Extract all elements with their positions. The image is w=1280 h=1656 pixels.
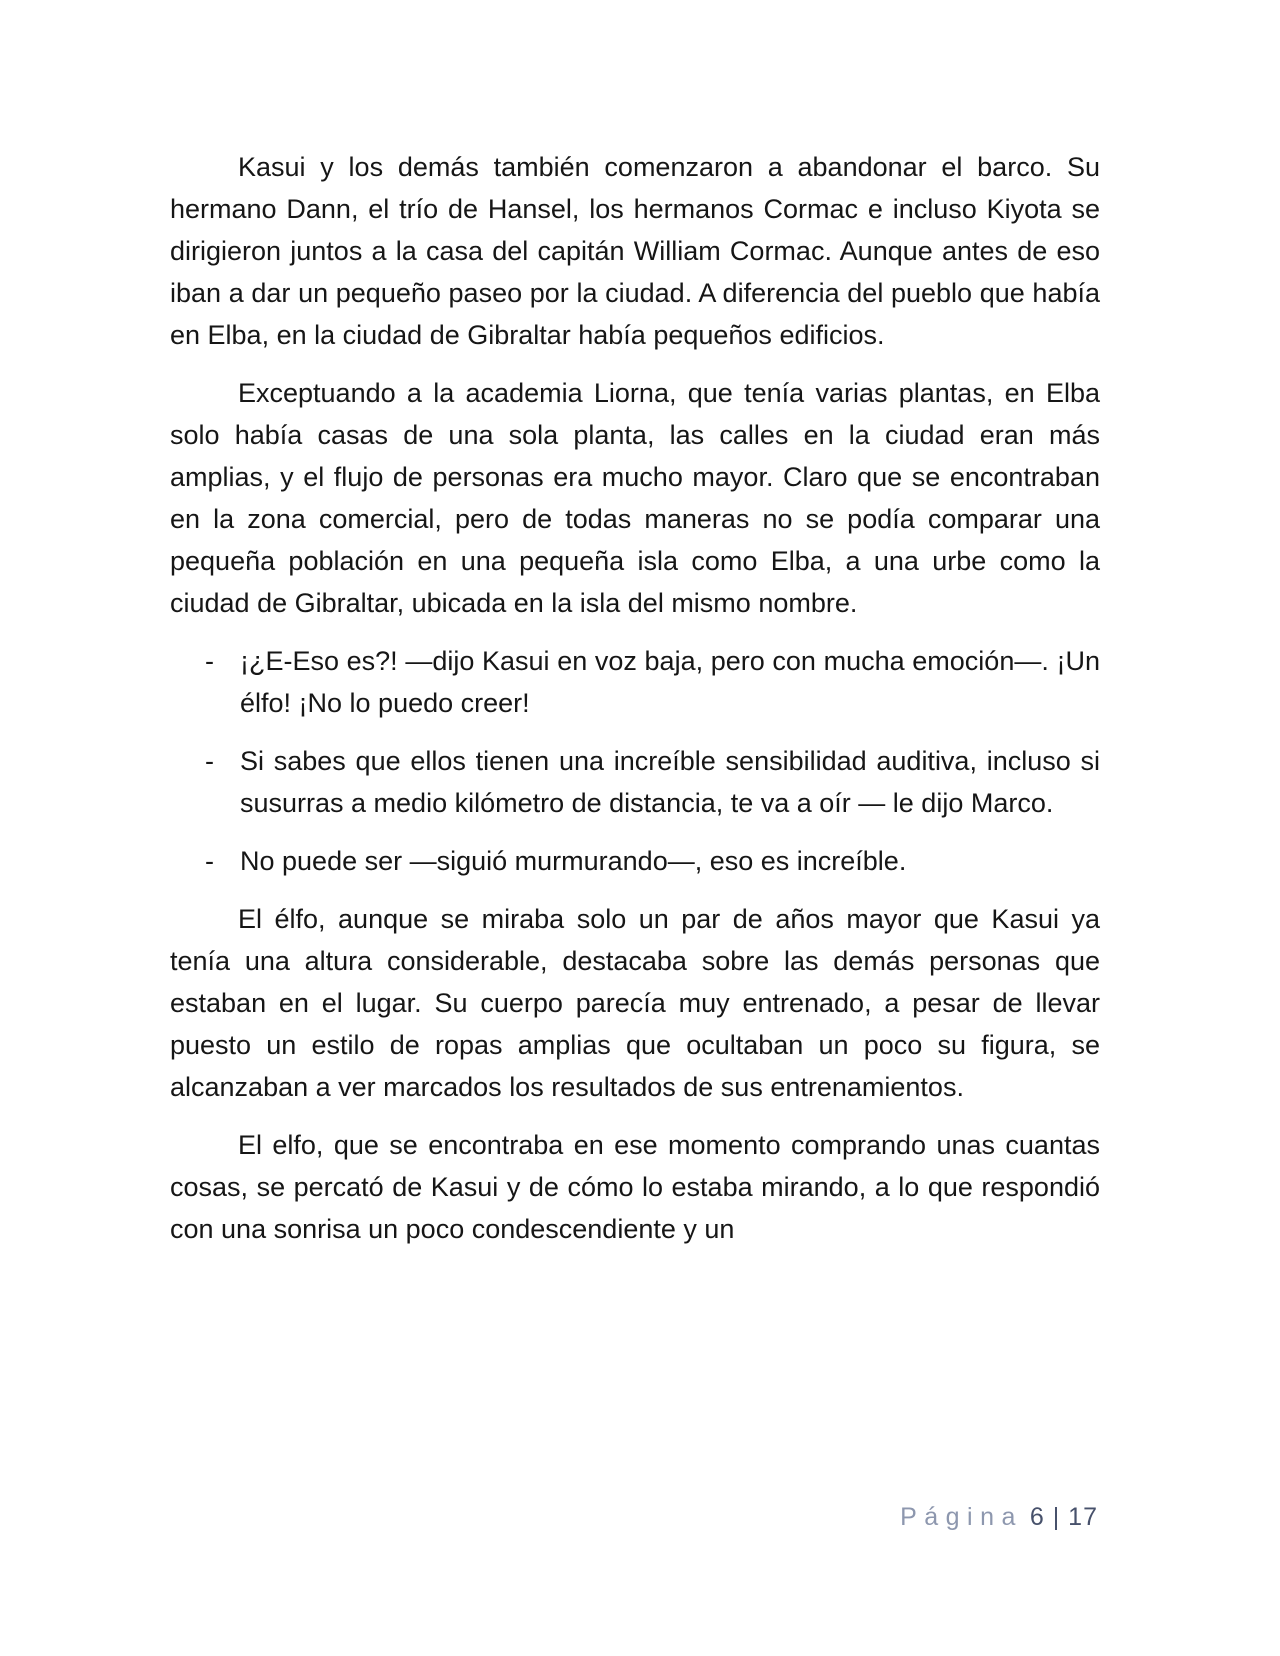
dialogue-item (205, 640, 1100, 724)
dialogue-dash-marker: - (205, 746, 214, 776)
dialogue-item (205, 740, 1100, 824)
dialogue-dash-marker: - (205, 846, 214, 876)
paragraph: El élfo, aunque se miraba solo un par de años mayor que Kasui ya tenía una altura considerable, destacaba sobre las demás personas que estaban en el lugar. Su cuerpo parecía muy entrenado, a pesar de llevar puesto un estilo de ropas amplias que ocultaban un poco su figura, se alcanzaban a ver marcados los resultados de sus entrenamientos. (170, 904, 1100, 1102)
paragraph: Kasui y los demás también comenzaron a abandonar el barco. Su hermano Dann, el trío de Hansel, los hermanos Cormac e incluso Kiyota se dirigieron juntos a la casa del capitán William Cormac. Aunque antes de eso iban a dar un pequeño paseo por la ciudad. A diferencia del pueblo que había en Elba, en la ciudad de Gibraltar había pequeños edificios. (170, 152, 1100, 350)
dialogue-item (205, 840, 1100, 882)
dialogue-text: ¡¿E-Eso es?! —dijo Kasui en voz baja, pero con mucha emoción—. ¡Un élfo! ¡No lo puedo creer! (240, 646, 1100, 718)
paragraph: Exceptuando a la academia Liorna, que tenía varias plantas, en Elba solo había casas de una sola planta, las calles en la ciudad eran más amplias, y el flujo de personas era mucho mayor. Claro que se encontraban en la zona comercial, pero de todas maneras no se podía comparar una pequeña población en una pequeña isla como Elba, a una urbe como la ciudad de Gibraltar, ubicada en la isla del mismo nombre. (170, 378, 1100, 618)
dialogue-text: No puede ser —siguió murmurando—, eso es increíble. (240, 846, 907, 876)
document-body (170, 146, 1100, 1266)
dialogue-dash-marker: - (205, 646, 214, 676)
dialogue-text: Si sabes que ellos tienen una increíble sensibilidad auditiva, incluso si susurras a medio kilómetro de distancia, te va a oír — le dijo Marco. (240, 746, 1100, 818)
footer-page-label: Página (900, 1503, 1023, 1531)
footer-page-number: 6 | 17 (1029, 1503, 1098, 1531)
page-footer (900, 1498, 1098, 1536)
paragraph: El elfo, que se encontraba en ese momento comprando unas cuantas cosas, se percató de Kasui y de cómo lo estaba mirando, a lo que respondió con una sonrisa un poco condescendiente y un (170, 1130, 1100, 1244)
